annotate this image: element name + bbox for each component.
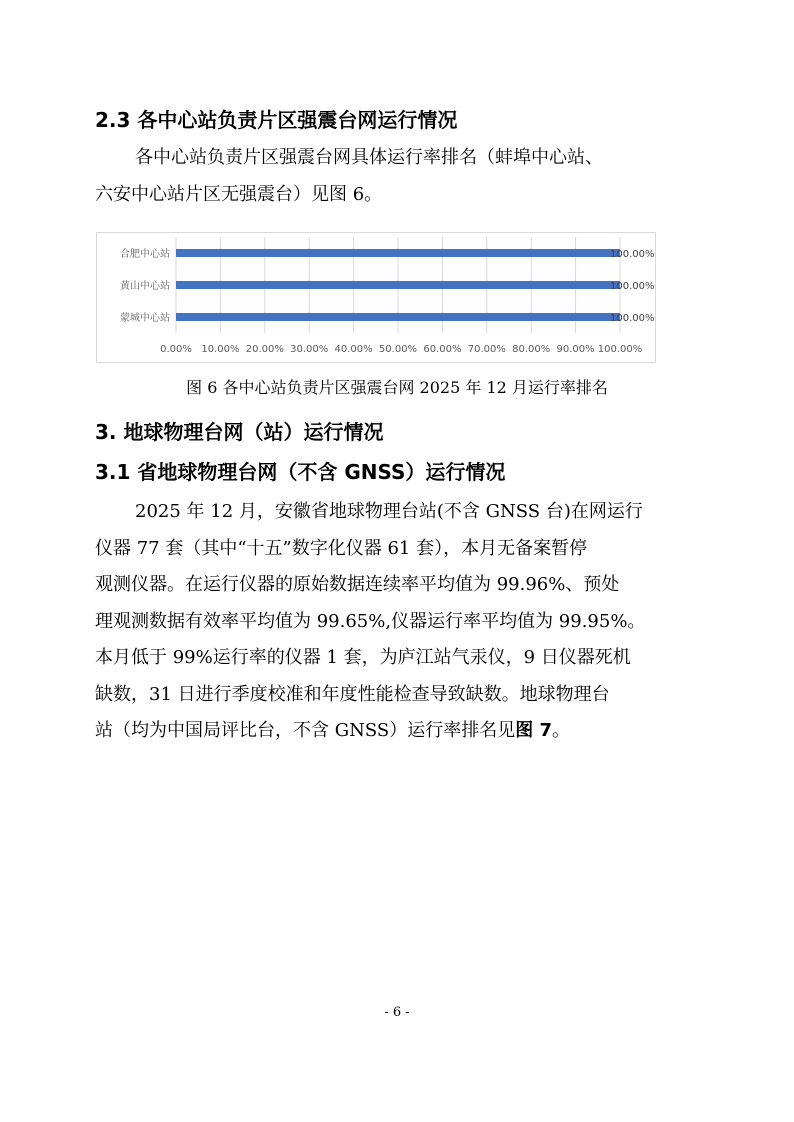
paragraph-line: 仪器 77 套（其中“十五”数字化仪器 61 套），本月无备案暂停: [95, 537, 588, 559]
paragraph-line: 观测仪器。在运行仪器的原始数据连续率平均值为 99.96%、预处: [95, 574, 620, 595]
paragraph-line: 六安中心站片区无强震台）见图 6。: [95, 183, 383, 205]
x-tick-label: 70.00%: [467, 344, 506, 355]
x-tick-label: 100.00%: [597, 344, 643, 355]
x-tick-label: 30.00%: [290, 344, 329, 355]
x-tick-label: 20.00%: [245, 344, 284, 355]
x-tick-label: 90.00%: [556, 344, 595, 355]
x-tick-label: 0.00%: [160, 344, 192, 355]
bar-chart: [97, 233, 655, 362]
paragraph-line: 本月低于 99%运行率的仪器 1 套，为庐江站气汞仪，9 日仪器死机: [95, 647, 631, 668]
page-number: - 6 -: [384, 1005, 410, 1020]
bar: [176, 281, 620, 289]
paragraph-line: 理观测数据有效率平均值为 99.65%,仪器运行率平均值为 99.95%。: [95, 610, 646, 632]
data-label: 100.00%: [610, 313, 655, 324]
x-tick-label: 80.00%: [512, 344, 551, 355]
paragraph-text: 站（均为中国局评比台，不含 GNSS）运行率排名见: [95, 720, 516, 741]
section-2-3-paragraph: [95, 140, 699, 213]
figure-6-caption: 图 6 各中心站负责片区强震台网 2025 年 12 月运行率排名: [186, 378, 608, 397]
bar: [176, 249, 620, 257]
paragraph-end: 。: [552, 720, 570, 741]
figure-7-reference: 图 7: [515, 720, 552, 741]
section-3-1-heading: 3.1 省地球物理台网（不含 GNSS）运行情况: [95, 460, 506, 484]
figure-6-chart: [96, 232, 656, 363]
x-tick-label: 60.00%: [423, 344, 462, 355]
data-label: 100.00%: [610, 281, 655, 292]
paragraph-line: 2025 年 12 月，安徽省地球物理台站(不含 GNSS 台)在网运行: [135, 501, 643, 522]
data-label: 100.00%: [610, 249, 655, 260]
paragraph-line: [95, 713, 699, 750]
category-label: 合肥中心站: [120, 249, 170, 260]
category-label: 蒙城中心站: [120, 313, 170, 324]
category-label: 黄山中心站: [120, 281, 170, 292]
section-3-1-paragraph: [95, 494, 699, 750]
section-2-3-heading: 2.3 各中心站负责片区强震台网运行情况: [95, 108, 458, 132]
section-3-heading: 3. 地球物理台网（站）运行情况: [95, 420, 384, 444]
bar: [176, 313, 620, 321]
paragraph-line: 缺数，31 日进行季度校准和年度性能检查导致缺数。地球物理台: [95, 683, 610, 705]
x-tick-label: 40.00%: [334, 344, 373, 355]
x-tick-label: 50.00%: [378, 344, 418, 355]
x-tick-label: 10.00%: [201, 344, 240, 355]
paragraph-line: 各中心站负责片区强震台网具体运行率排名（蚌埠中心站、: [135, 147, 603, 168]
